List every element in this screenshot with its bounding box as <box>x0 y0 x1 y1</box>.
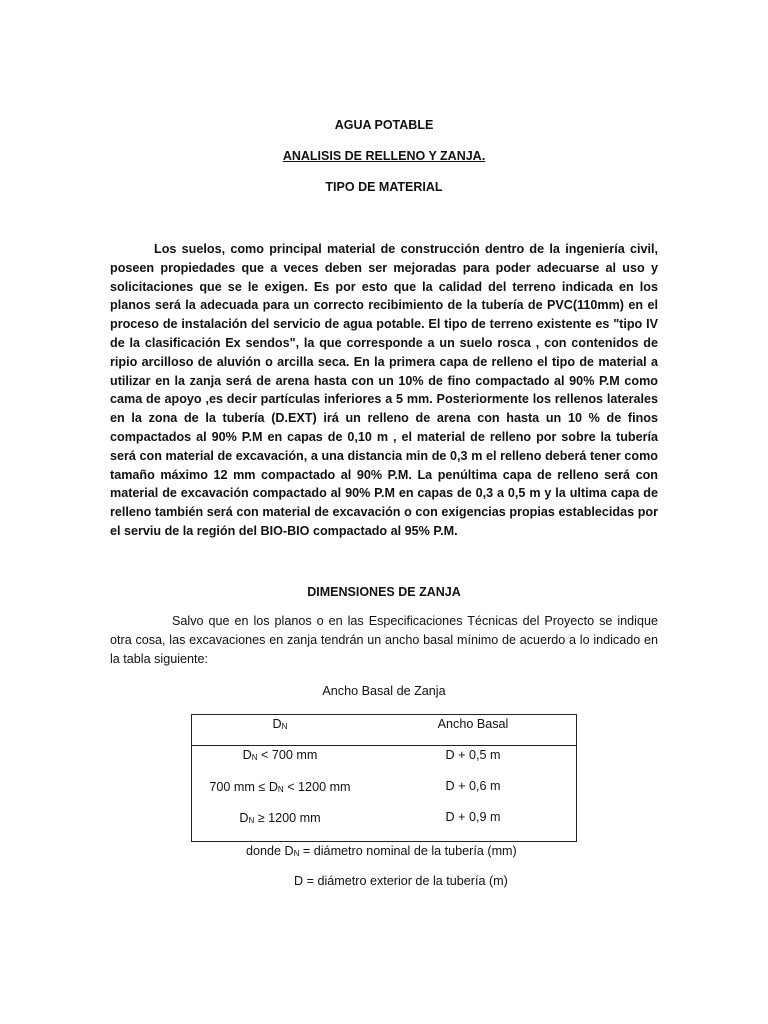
table-cell-dn-row2: 700 mm ≤ $D_N < 1200$ mm <box>209 780 351 794</box>
table-header-row <box>192 715 576 746</box>
material-paragraph <box>110 240 658 541</box>
table-caption: Ancho Basal de Zanja <box>322 684 446 698</box>
table-header-ancho-basal: Ancho Basal <box>437 717 509 731</box>
note-exterior-diameter: D = diámetro exterior de la tubería (m) <box>294 874 508 888</box>
material-paragraph-text: Los suelos, como principal material de construcción dentro de la ingeniería civil, poseen propiedades que a veces deben ser mejoradas para poder adecuarse al uso y solicitaciones que se le exigen. Es por esto que la calidad del terreno indicada en los planos será la adecuada para un correcto recibimiento de la tubería de PVC(110mm) en el proceso de instalación del servicio de agua potable. El tipo de terreno existente es "tipo IV de la clasificación Ex sendos", la que corresponde a un suelo rosca , con contenidos de ripio arcilloso de aluvión o arcilla seca. En la primera capa de relleno el tipo de material a utilizar en la zanja será de arena hasta con un 10% de fino compactado al 90% P.M como cama de apoyo ,es decir partículas inferiores a 5 mm. Posteriormente los rellenos laterales en la zona de la tubería (D.EXT) irá un relleno de arena con hasta un 10 % de finos compactados al 90% P.M en capas de 0,10 m , el material de relleno por sobre la tubería será con material de excavación, a una distancia min de 0,3 m el relleno deberá tener como tamaño máximo 12 mm compactado al 90% P.M. La penúltima capa de relleno será con material de excavación compactado al 90% P.M en capas de 0,3 a 0,5 m y la ultima capa de relleno también será con material de excavación o con exigencias propias establecidas por el serviu de la región del BIO-BIO compactado al 95% P.M. <box>110 242 658 538</box>
dimensiones-paragraph <box>110 612 658 669</box>
document-title: AGUA POTABLE <box>334 118 434 132</box>
dimensiones-heading: DIMENSIONES DE ZANJA <box>307 585 461 599</box>
ancho-basal-table <box>191 714 577 842</box>
note-nominal-diameter: donde $D_N$ = diámetro nominal de la tubería (mm) <box>246 844 517 858</box>
table-cell-ancho-row3: D + 0,9 m <box>445 810 501 824</box>
section-subtitle: ANALISIS DE RELLENO Y ZANJA. <box>282 149 486 163</box>
table-cell-dn-row1: $D_N < 700$ mm <box>242 748 318 762</box>
material-heading: TIPO DE MATERIAL <box>325 180 443 194</box>
table-cell-ancho-row1: D + 0,5 m <box>445 748 501 762</box>
table-cell-ancho-row2: D + 0,6 m <box>445 779 501 793</box>
table-header-dn: $D_N$ <box>272 717 288 731</box>
dimensiones-paragraph-text: Salvo que en los planos o en las Especificaciones Técnicas del Proyecto se indique otra cosa, las excavaciones en zanja tendrán un ancho basal mínimo de acuerdo a lo indicado en la tabla siguiente: <box>110 614 658 666</box>
table-cell-dn-row3: $D_N \ge 1200$ mm <box>239 811 321 825</box>
